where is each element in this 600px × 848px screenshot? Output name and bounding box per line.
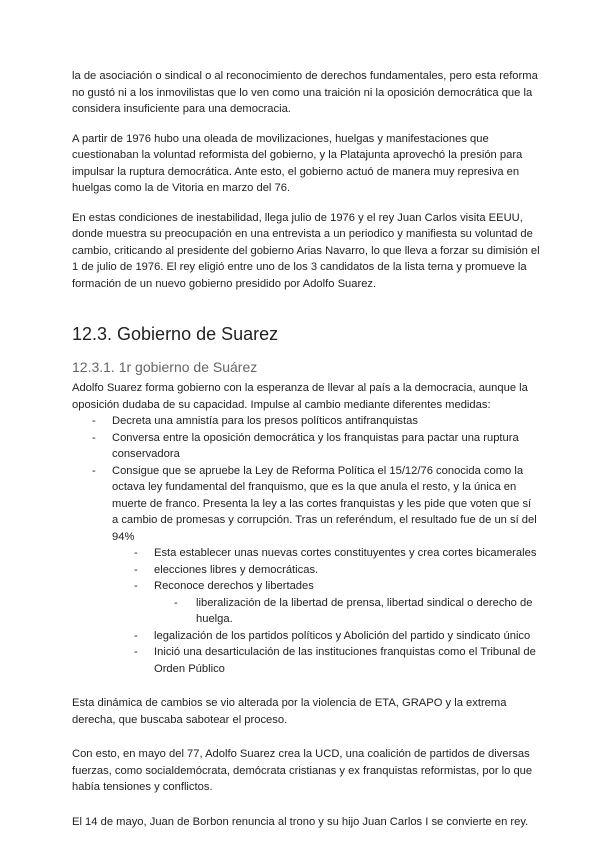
list-item [92,430,540,463]
list-item [92,413,540,430]
dash-bullet: - [134,646,138,658]
list-item-text: legalización de los partidos políticos y Abolición del partido y sindicato único [154,629,531,642]
paragraph-violence: Esta dinámica de cambios se vio alterada por la violencia de ETA, GRAPO y la extrema derecha, que buscaba sabotear el proceso. [72,697,507,726]
subsection-heading: 12.3.1. 1r gobierno de Suárez [72,359,258,375]
reform-details-list [112,545,540,677]
dash-bullet: - [92,415,96,427]
paragraph-suarez-government: Adolfo Suarez forma gobierno con la esperanza de llevar al país a la democracia, aunque la oposición dudaba de su capacidad. Impulse al cambio mediante diferentes medidas: [72,382,528,411]
paragraph-reform-continuation: la de asociación o sindical o al reconocimiento de derechos fundamentales, pero esta reforma no gustó ni a los inmovilistas que lo ven como una traición ni la oposición democrática que la considera insuficiente para una democracia. [72,70,538,115]
dash-bullet: - [134,580,138,592]
paragraph-borbon: El 14 de mayo, Juan de Borbon renuncia al trono y su hijo Juan Carlos I se convierte en rey. [72,815,529,828]
list-item [134,578,540,628]
dash-bullet: - [134,629,138,642]
list-item-text: Esta establecer unas nuevas cortes constituyentes y crea cortes bicamerales [154,547,537,559]
list-item-text: Decreta una amnistía para los presos políticos antifranquistas [112,415,418,427]
section-heading: 12.3. Gobierno de Suarez [72,324,279,344]
list-item-text: Reconoce derechos y libertades [154,580,314,592]
dash-bullet: - [92,431,96,444]
list-item-text: elecciones libres y democráticas. [154,563,319,576]
rights-list [154,595,540,628]
list-item [134,562,540,579]
dash-bullet: - [174,596,178,609]
list-item-text: Consigue que se apruebe la Ley de Reforma Política el 15/12/76 conocida como la octava ley fundamental del franquismo, que es la que anula el resto, y la única en muerte de franco. Presenta la ley a las cortes franquistas y les pide que voten que sí a cambio de promesas y corrupción. Tras un referéndum, el resultado fue de un sí del 94% [112,464,537,543]
dash-bullet: - [92,464,96,477]
list-item-text: liberalización de la libertad de prensa, libertad sindical o derecho de huelga. [196,596,533,625]
list-item [174,595,540,628]
list-item [134,545,540,562]
paragraph-mobilizations-1976: A partir de 1976 hubo una oleada de movilizaciones, huelgas y manifestaciones que cuestionaban la voluntad reformista del gobierno, y la Platajunta aprovechó la presión para impulsar la ruptura democrática. Ante esto, el gobierno actuó de manera muy represiva en huelgas como la de Vitoria en marzo del 76. [72,132,523,194]
list-item [92,463,540,678]
measures-list [72,413,540,677]
list-item-text: Conversa entre la oposición democrática y los franquistas para pactar una ruptura conservadora [112,431,519,460]
paragraph-instability-july-1976: En estas condiciones de inestabilidad, llega julio de 1976 y el rey Juan Carlos visita EEUU, donde muestra su preocupación en una entrevista a un periodico y manifiesta su voluntad de cambio, criticando al presidente del gobierno Arias Navarro, lo que lleva a forzar su dimisión el 1 de julio de 1976. El rey eligió entre uno de los 3 candidatos de la lista terna y promueve la formación de un nuevo gobierno presidido por Adolfo Suarez. [72,211,540,290]
dash-bullet: - [134,563,138,576]
list-item [134,628,540,645]
dash-bullet: - [134,547,138,559]
list-item-text: Inició una desarticulación de las instituciones franquistas como el Tribunal de Orden Público [154,646,536,675]
paragraph-ucd: Con esto, en mayo del 77, Adolfo Suarez crea la UCD, una coalición de partidos de diversas fuerzas, como socialdemócrata, demócrata cristianas y ex franquistas reformistas, por lo que había tensiones y conflictos. [72,748,533,793]
list-item [134,644,540,677]
